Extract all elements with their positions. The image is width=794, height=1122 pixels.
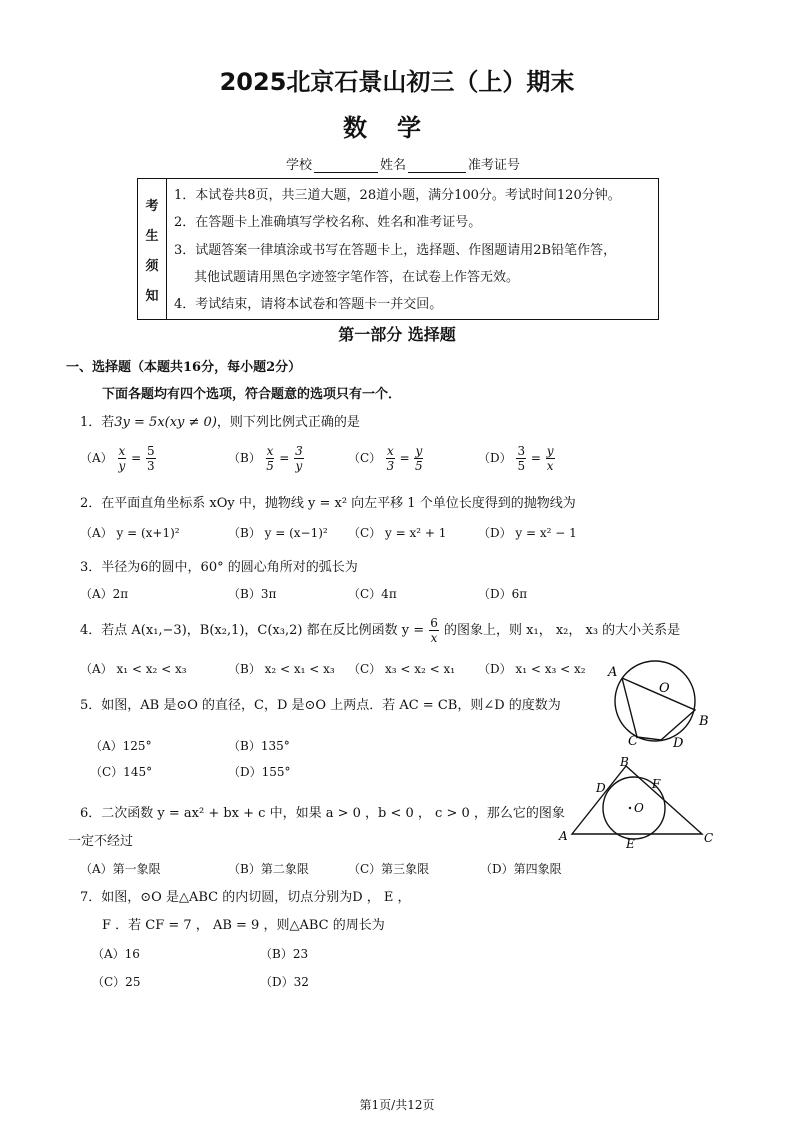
school-label: 学校 (286, 158, 313, 173)
name-label: 姓名 (380, 158, 407, 173)
q1-option-d[interactable]: （D） $\frac{3}{5}$ = $\frac{y}{x}$ (478, 444, 554, 473)
label-f: F (652, 777, 661, 791)
section-instruction: 下面各题均有四个选项，符合题意的选项只有一个． (102, 387, 402, 402)
name-blank[interactable] (408, 158, 466, 173)
student-info-line (286, 154, 520, 173)
label-o: O (634, 801, 644, 815)
q4-text-pre: 4．若点 A(x₁,−3)，B(x₂,1)，C(x₃,2) 都在反比例函数 y = (80, 623, 425, 638)
question-2: 2．在平面直角坐标系 xOy 中，抛物线 y = x² 向左平移 1 个单位长度得到的抛物线为 (80, 496, 576, 511)
option-letter: （B） (228, 451, 261, 465)
q4-text-post: 的图象上，则 x₁， x₂， x₃ 的大小关系是 (444, 623, 681, 638)
question-3: 3．半径为6的圆中，60° 的圆心角所对的弧长为 (80, 560, 358, 575)
option-letter: （A） (80, 451, 113, 465)
question-6: 6．二次函数 y = ax² + bx + c 中，如果 a > 0 ，b < 0 ， c > 0 ，那么它的图象 (80, 806, 565, 821)
q4-option-b[interactable]: （B） x₂ < x₁ < x₃ (228, 662, 335, 676)
q5-option-a[interactable]: （A）125° (90, 739, 152, 753)
fraction: $\frac{x}{y}$ (118, 444, 126, 473)
notice-box (137, 178, 659, 320)
triangle-abc (572, 766, 702, 834)
question-7-continued: F ．若 CF = 7 ， AB = 9 ，则△ABC 的周长为 (102, 918, 385, 933)
q3-option-d[interactable]: （D）6π (478, 587, 528, 601)
part-title: 第一部分 选择题 (338, 325, 456, 344)
notice-head-char: 考 (145, 199, 159, 214)
label-c: C (628, 734, 638, 749)
q7-incircle-figure (556, 754, 722, 852)
q1-option-b[interactable]: （B） $\frac{x}{5}$ = $\frac{3}{y}$ (228, 444, 303, 473)
q1-option-a[interactable]: （A） $\frac{x}{y}$ = $\frac{5}{3}$ (80, 444, 155, 473)
q5-circle-figure (600, 658, 720, 750)
question-5: 5．如图，AB 是⊙O 的直径，C，D 是⊙O 上两点．若 AC = CB，则∠D 的度数为 (80, 698, 561, 713)
label-a: A (559, 829, 568, 843)
label-b: B (620, 755, 629, 769)
notice-item: 1．本试卷共8页，共三道大题，28道小题，满分100分。考试时间120分钟。 (174, 188, 621, 203)
exam-no-label: 准考证号 (468, 158, 521, 173)
fraction: $\frac{5}{3}$ (146, 444, 155, 473)
label-a: A (608, 665, 618, 680)
label-o: O (659, 681, 670, 696)
label-c: C (704, 831, 714, 845)
q2-option-a[interactable]: （A） y = (x+1)² (80, 526, 180, 540)
question-6-continued: 一定不经过 (68, 834, 134, 849)
fraction: $\frac{3}{5}$ (517, 444, 526, 473)
school-blank[interactable] (314, 158, 378, 173)
page-title: 2025北京石景山初三（上）期末 (219, 68, 575, 96)
circle-o (615, 661, 695, 741)
center-dot (629, 807, 631, 809)
fraction: $\frac{y}{x}$ (546, 444, 554, 473)
q5-option-c[interactable]: （C）145° (90, 765, 153, 779)
notice-head-char: 生 (145, 229, 159, 244)
notice-head-char: 知 (145, 289, 159, 304)
q1-option-c[interactable]: （C） $\frac{x}{3}$ = $\frac{y}{5}$ (348, 444, 423, 473)
notice-item: 3．试题答案一律填涂或书写在答题卡上，选择题、作图题请用2B铅笔作答， (174, 243, 617, 258)
q6-option-b[interactable]: （B）第二象限 (228, 862, 309, 876)
q3-option-c[interactable]: （C）4π (348, 587, 397, 601)
label-d: D (673, 736, 684, 750)
notice-item: 4．考试结束，请将本试卷和答题卡一并交回。 (174, 297, 443, 312)
question-1 (80, 411, 360, 430)
q6-option-a[interactable]: （A）第一象限 (80, 862, 161, 876)
q7-option-c[interactable]: （C）25 (92, 975, 141, 989)
fraction: $\frac{3}{y}$ (295, 444, 303, 473)
q2-option-b[interactable]: （B） y = (x−1)² (228, 526, 328, 540)
q7-option-a[interactable]: （A）16 (92, 947, 140, 961)
fraction: $\frac{x}{5}$ (266, 444, 274, 473)
section-title: 一、选择题（本题共16分，每小题2分） (66, 360, 302, 375)
q2-option-d[interactable]: （D） y = x² − 1 (478, 526, 577, 540)
q3-option-a[interactable]: （A）2π (80, 587, 129, 601)
label-d: D (596, 781, 606, 795)
option-letter: （C） (348, 451, 382, 465)
fraction: $\frac{y}{5}$ (415, 444, 423, 473)
q4-option-d[interactable]: （D） x₁ < x₃ < x₂ (478, 662, 586, 676)
fraction: $\frac{x}{3}$ (386, 444, 395, 473)
label-b: B (699, 714, 709, 729)
label-e: E (626, 837, 635, 851)
q3-option-b[interactable]: （B）3π (228, 587, 277, 601)
page-footer: 第1页/共12页 (359, 1098, 435, 1112)
q2-option-c[interactable]: （C） y = x² + 1 (348, 526, 447, 540)
q4-option-c[interactable]: （C） x₃ < x₂ < x₁ (348, 662, 456, 676)
q1-condition: 3y = 5x(xy ≠ 0) (114, 415, 217, 430)
q5-option-d[interactable]: （D）155° (228, 765, 291, 779)
q1-text-post: ，则下列比例式正确的是 (216, 415, 360, 430)
question-7: 7．如图，⊙O 是△ABC 的内切圆，切点分别为D ， E ， (80, 890, 411, 905)
notice-heading (138, 179, 167, 319)
fraction: $\frac{6}{x}$ (430, 616, 438, 645)
q1-text-pre: 1．若 (80, 415, 115, 430)
q7-option-d[interactable]: （D）32 (260, 975, 309, 989)
notice-item: 2．在答题卡上准确填写学校名称、姓名和准考证号。 (174, 215, 482, 230)
q5-option-b[interactable]: （B）135° (228, 739, 290, 753)
question-4 (80, 617, 680, 644)
q6-option-c[interactable]: （C）第三象限 (348, 862, 430, 876)
q7-option-b[interactable]: （B）23 (260, 947, 309, 961)
q6-option-d[interactable]: （D）第四象限 (480, 862, 562, 876)
q4-option-a[interactable]: （A） x₁ < x₂ < x₃ (80, 662, 187, 676)
notice-item: 其他试题请用黑色字迹签字笔作答，在试卷上作答无效。 (194, 270, 520, 285)
option-letter: （D） (478, 451, 512, 465)
subject-title: 数学 (343, 113, 451, 142)
notice-head-char: 须 (145, 259, 159, 274)
